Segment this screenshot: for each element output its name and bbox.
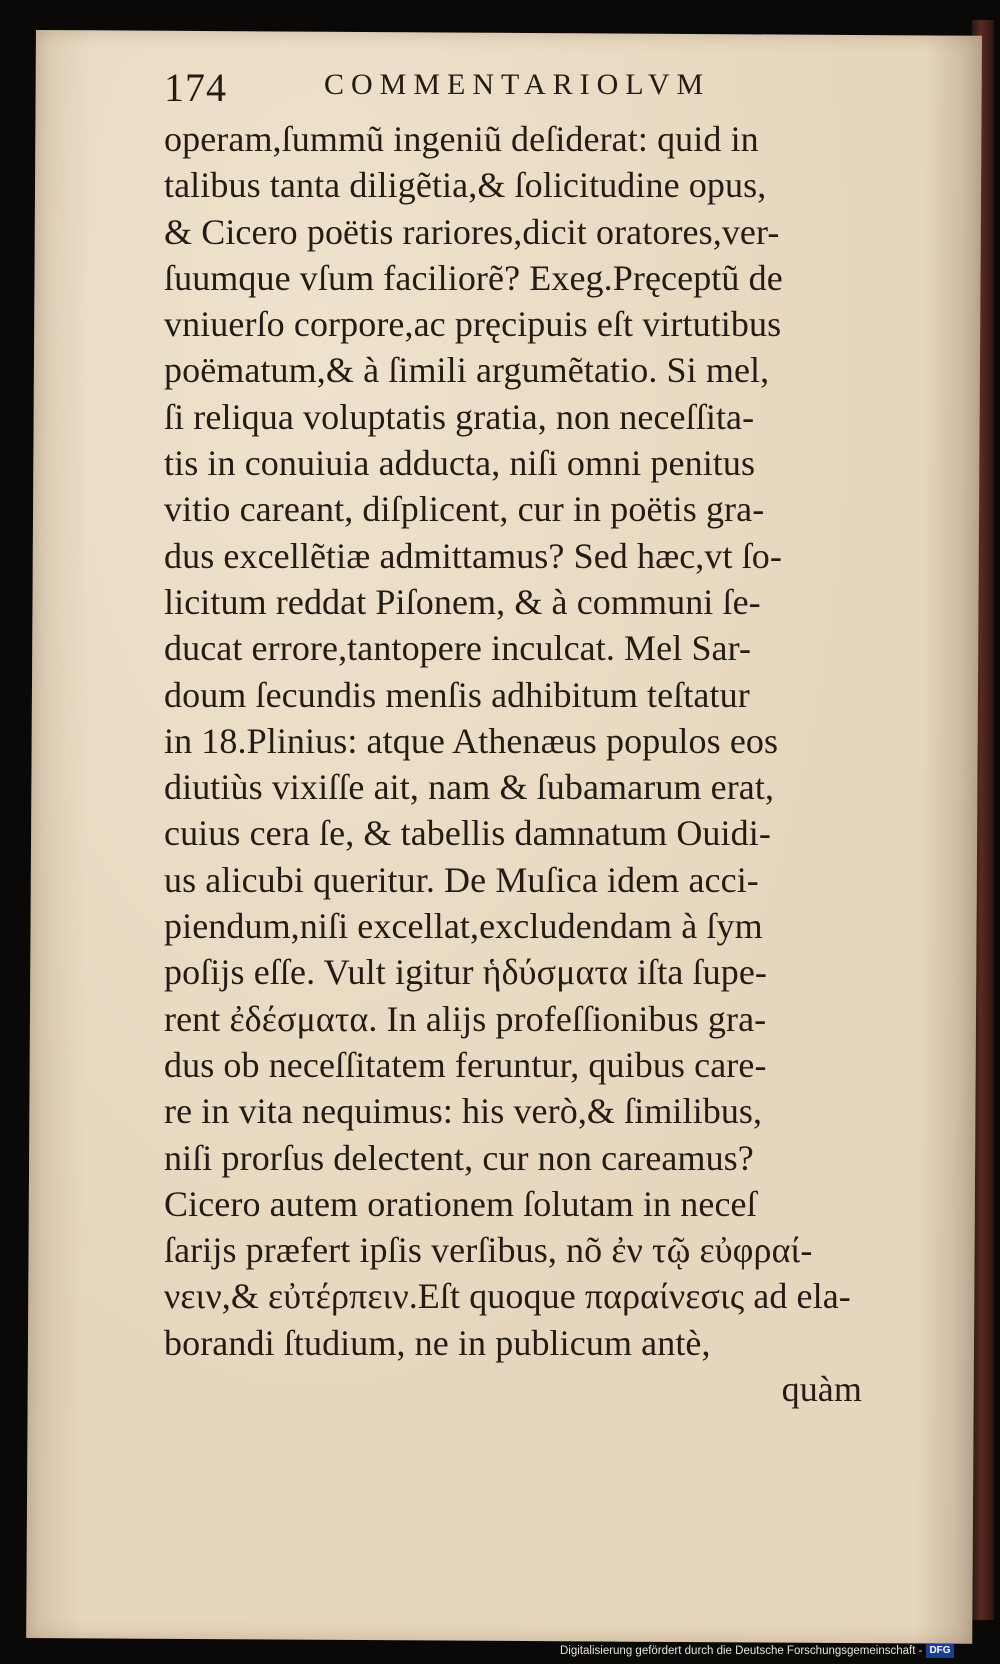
text-line: vitio careant, diſplicent, cur in poëtis gra- — [164, 489, 765, 530]
text-line: operam,ſummũ ingeniũ deſiderat: quid in — [164, 119, 759, 159]
text-line: dus ob neceſſitatem feruntur, quibus care- — [164, 1044, 767, 1085]
text-line: re in vita nequimus: his verò,& ſimilibus, — [164, 1091, 763, 1132]
text-line: poſijs eſſe. Vult igitur ἡδύσματα iſta ſupe- — [164, 952, 768, 993]
text-line: diutiùs vixiſſe ait, nam & ſubamarum erat, — [164, 767, 775, 808]
text-line: cuius cera ſe, & tabellis damnatum Ouidi- — [164, 813, 771, 854]
text-line: Cicero autem orationem ſolutam in neceſ — [164, 1183, 757, 1224]
dfg-logo: DFG — [926, 1644, 953, 1658]
text-line: piendum,niſi excellat,excludendam à ſym — [164, 906, 763, 947]
text-line: ſuumque vſum faciliorẽ? Exeg.Pręceptũ de — [164, 257, 783, 298]
text-line: in 18.Plinius: atque Athenæus populos eos — [164, 720, 779, 761]
text-line: tis in conuiuia adducta, niſi omni penitus — [164, 443, 756, 484]
credit-text: Digitalisierung gefördert durch die Deutsche Forschungsgemeinschaft - — [560, 1645, 923, 1657]
text-line: & Cicero poëtis rariores,dicit oratores,ver- — [164, 211, 780, 252]
text-line: us alicubi queritur. De Muſica idem acci- — [164, 859, 759, 900]
text-line: vniuerſo corpore,ac pręcipuis eſt virtutibus — [164, 304, 782, 345]
text-line: niſi prorſus delectent, cur non careamus? — [164, 1137, 754, 1178]
text-line: doum ſecundis menſis adhibitum teſtatur — [164, 674, 750, 715]
text-line: ſi reliqua voluptatis gratia, non neceſſita- — [164, 396, 755, 437]
text-line: talibus tanta diligẽtia,& ſolicitudine opus, — [164, 165, 767, 206]
text-line: rent ἐδέσματα. In alijs profeſſionibus gra- — [164, 998, 767, 1039]
page-header — [164, 64, 864, 124]
text-line: poëmatum,& à ſimili argumẽtatio. Si mel, — [164, 350, 770, 391]
page-number: 174 — [164, 65, 227, 110]
text-line: dus excellẽtiæ admittamus? Sed hæc,vt ſo- — [164, 535, 782, 576]
digitization-credit — [560, 1642, 954, 1660]
text-line: νειν,& εὐτέρπειν.Eſt quoque παραίνεσις ad ela- — [164, 1276, 851, 1317]
text-line: ducat errore,tantopere inculcat. Mel Sar- — [164, 628, 752, 669]
text-line: ſarijs præfert ipſis verſibus, nõ ἐν τῷ εὐφραί- — [164, 1230, 813, 1271]
text-line: licitum reddat Piſonem, & à communi ſe- — [164, 581, 761, 622]
running-title: COMMENTARIOLVM — [324, 68, 711, 101]
catchword: quàm — [781, 1369, 862, 1410]
text-line: borandi ſtudium, ne in publicum antè, — [164, 1322, 711, 1363]
body-text — [164, 116, 884, 1412]
